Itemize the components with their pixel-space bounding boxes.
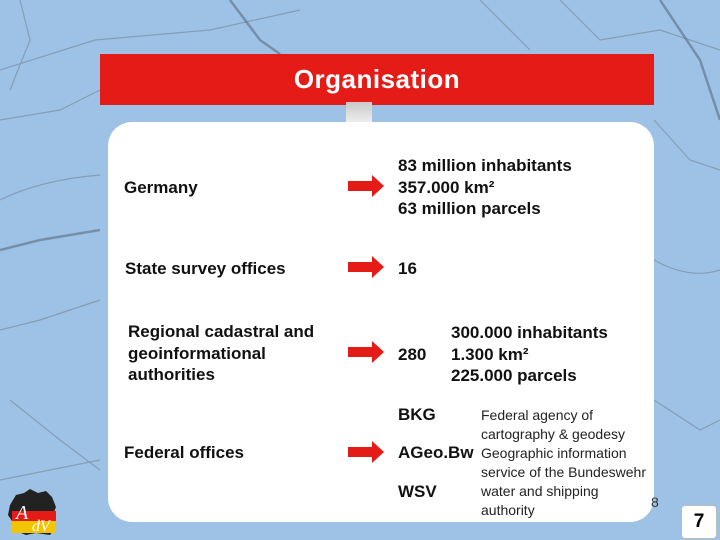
state-label: State survey offices xyxy=(125,259,286,278)
germany-label: Germany xyxy=(124,178,198,197)
agency-abbr-wsv: WSV xyxy=(398,482,437,501)
agency-desc-line: water and shipping xyxy=(481,483,599,499)
right-arrow-icon xyxy=(348,341,384,363)
regional-area: 1.300 km² xyxy=(451,344,529,364)
right-arrow-icon xyxy=(348,256,384,278)
regional-label-line: Regional cadastral and xyxy=(128,322,315,341)
regional-inhabitants: 300.000 inhabitants xyxy=(451,323,608,342)
agency-desc-wsv xyxy=(481,482,599,520)
germany-parcels: 63 million parcels xyxy=(398,199,541,218)
svg-text:dV: dV xyxy=(32,518,50,535)
germany-area: 357.000 km² xyxy=(398,177,495,197)
agency-desc-line: cartography & geodesy xyxy=(481,426,625,442)
svg-text:A: A xyxy=(16,502,29,524)
agency-abbr-ageobw: AGeo.Bw xyxy=(398,443,474,462)
state-value: 16 xyxy=(398,259,417,278)
regional-parcels: 225.000 parcels xyxy=(451,366,577,385)
agency-desc-line: Federal agency of xyxy=(481,407,594,423)
page-title: Organisation xyxy=(100,54,654,105)
page-number: 7 xyxy=(681,505,717,539)
agency-desc-bkg xyxy=(481,406,625,444)
germany-inhabitants: 83 million inhabitants xyxy=(398,156,572,175)
right-arrow-icon xyxy=(348,175,384,197)
regional-label-line: geoinformational xyxy=(128,343,266,363)
regional-count: 280 xyxy=(398,345,427,364)
regional-label-line: authorities xyxy=(128,365,215,384)
faint-number: 8 xyxy=(651,494,659,510)
regional-detail xyxy=(451,322,608,387)
right-arrow-icon xyxy=(348,441,384,463)
agency-desc-ageobw xyxy=(481,444,646,482)
germany-value xyxy=(398,155,572,220)
agency-desc-line: Geographic information xyxy=(481,445,627,461)
agency-abbr-bkg: BKG xyxy=(398,405,436,424)
agency-desc-line: authority xyxy=(481,502,535,518)
adv-logo xyxy=(6,487,60,537)
federal-label: Federal offices xyxy=(124,443,244,462)
regional-label xyxy=(128,321,314,386)
agency-desc-line: service of the Bundeswehr xyxy=(481,464,646,480)
